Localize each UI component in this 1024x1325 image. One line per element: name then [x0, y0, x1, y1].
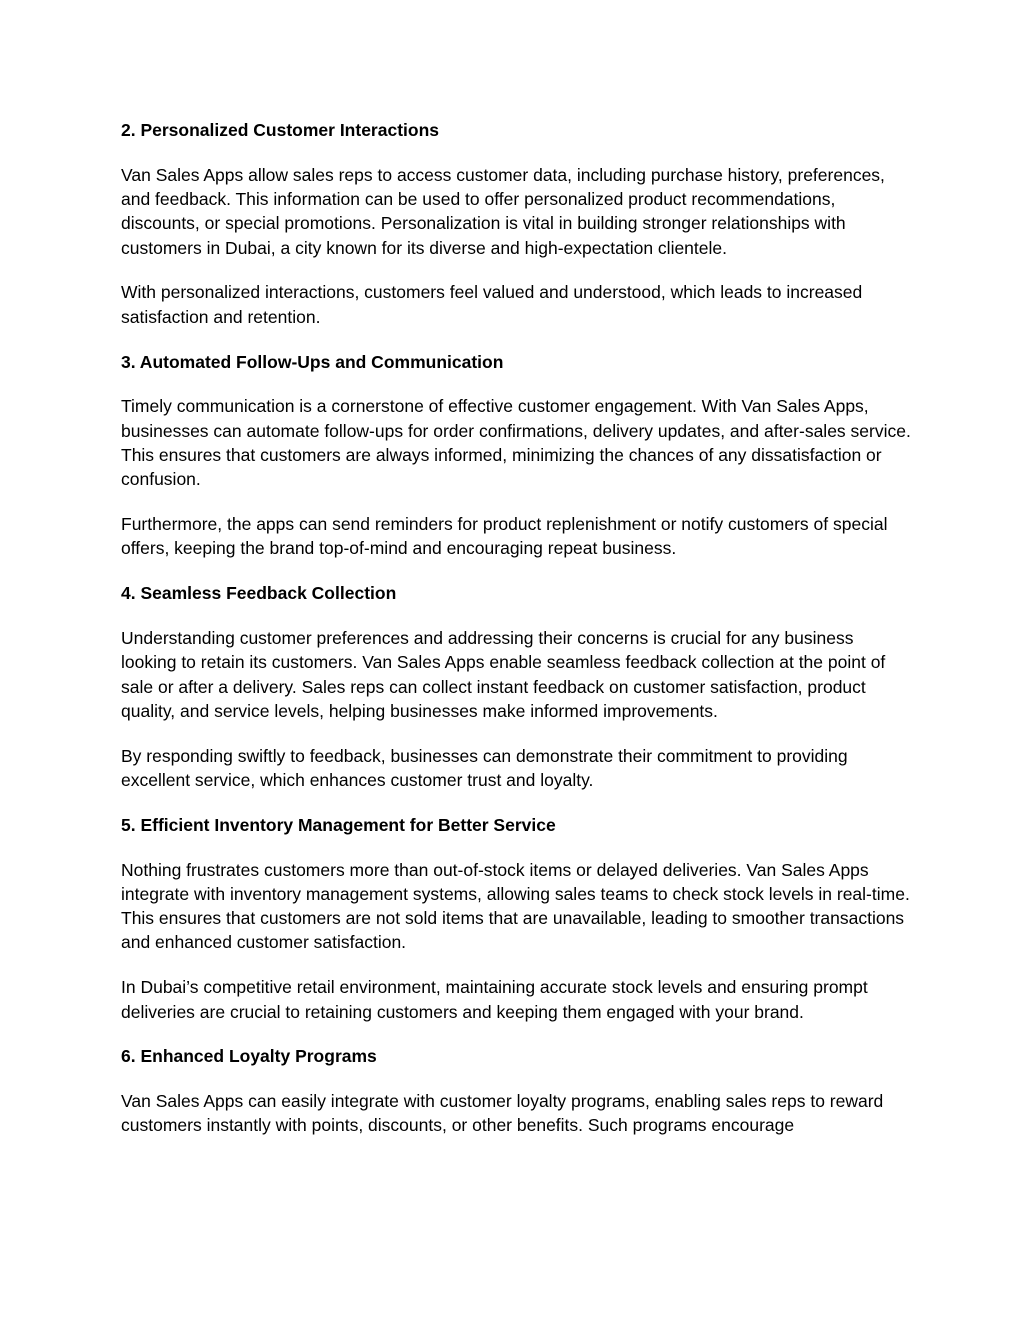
paragraph: Van Sales Apps can easily integrate with customer loyalty programs, enabling sales reps to reward customers instantly with points, discounts, or other benefits. Such programs encourage: [121, 1091, 884, 1136]
section-heading-automated-follow-ups: 3. Automated Follow-Ups and Communication: [121, 351, 504, 372]
paragraph: In Dubai’s competitive retail environment, maintaining accurate stock levels and ensuring prompt deliveries are crucial to retaining customers and keeping them engaged with your brand.: [121, 977, 868, 1022]
paragraph: Furthermore, the apps can send reminders for product replenishment or notify customers of special offers, keeping the brand top-of-mind and encouraging repeat business.: [121, 514, 888, 559]
paragraph: Timely communication is a cornerstone of effective customer engagement. With Van Sales Apps, businesses can automate follow-ups for order confirmations, delivery updates, and after-sales service. This ensures that customers are always informed, minimizing the chances of any dissatisfaction or confusion.: [121, 396, 911, 490]
section-heading-inventory-management: 5. Efficient Inventory Management for Better Service: [121, 814, 556, 835]
section-heading-feedback-collection: 4. Seamless Feedback Collection: [121, 583, 397, 604]
paragraph: Van Sales Apps allow sales reps to access customer data, including purchase history, preferences, and feedback. This information can be used to offer personalized product recommendations, discounts, or special promotions. Personalization is vital in building stronger relationships with customers in Dubai, a city known for its diverse and high-expectation clientele.: [121, 164, 885, 258]
section-heading-personalized-interactions: 2. Personalized Customer Interactions: [121, 120, 440, 140]
paragraph: By responding swiftly to feedback, businesses can demonstrate their commitment to providing excellent service, which enhances customer trust and loyalty.: [121, 745, 848, 790]
paragraph: Nothing frustrates customers more than out-of-stock items or delayed deliveries. Van Sales Apps integrate with inventory management systems, allowing sales teams to check stock levels in real-time. This ensures that customers are not sold items that are unavailable, leading to smoother transactions and enhanced customer satisfaction.: [121, 859, 910, 953]
section-heading-loyalty-programs: 6. Enhanced Loyalty Programs: [121, 1046, 377, 1067]
document-page: [121, 118, 911, 1158]
paragraph: Understanding customer preferences and addressing their concerns is crucial for any business looking to retain its customers. Van Sales Apps enable seamless feedback collection at the point of sale or after a delivery. Sales reps can collect instant feedback on customer satisfaction, product quality, and service levels, helping businesses make informed improvements.: [121, 627, 886, 721]
paragraph: With personalized interactions, customers feel valued and understood, which leads to increased satisfaction and retention.: [121, 282, 863, 327]
